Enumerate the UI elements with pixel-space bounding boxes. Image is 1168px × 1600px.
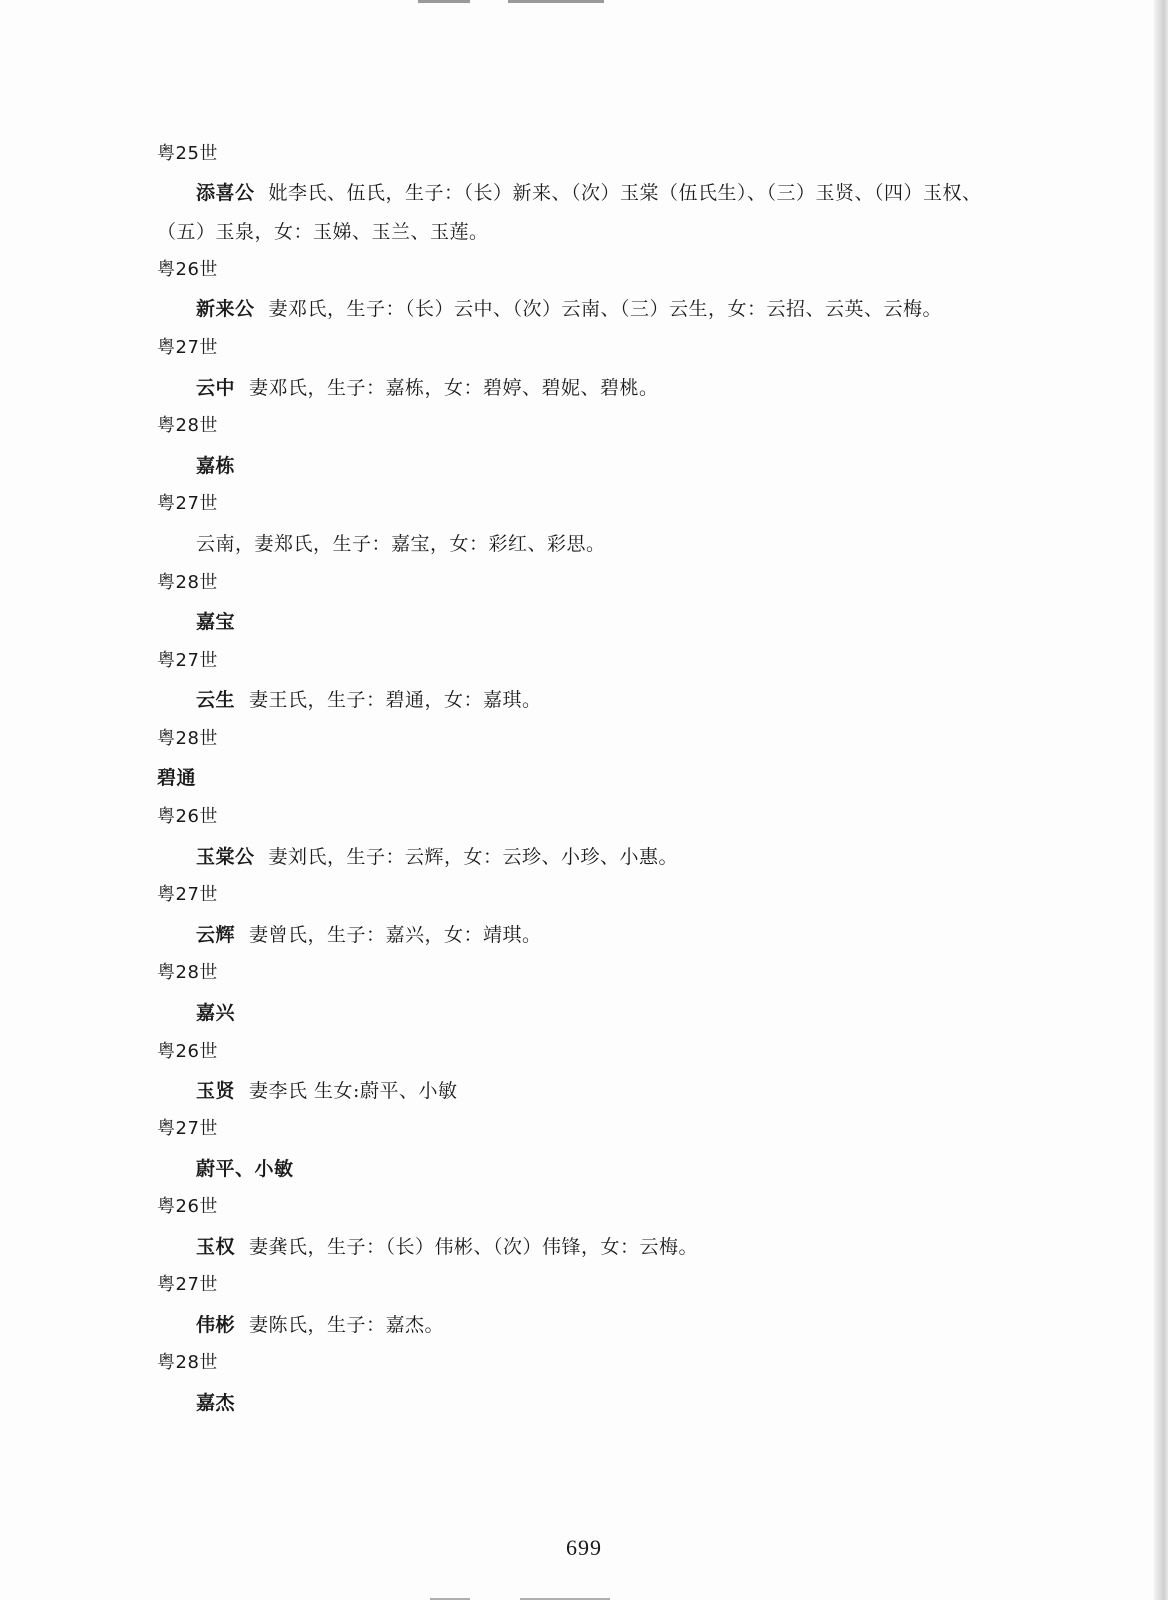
generation-label: 粤27世 <box>157 650 218 671</box>
person-name: 伟彬 <box>196 1314 236 1336</box>
genealogy-entry <box>196 297 942 321</box>
person-name: 蔚平、小敏 <box>196 1158 294 1180</box>
generation-label: 粤26世 <box>157 806 218 827</box>
generation-label: 粤28世 <box>157 962 218 983</box>
person-description: 妻邓氏，生子：嘉栋，女：碧婷、碧妮、碧桃。 <box>249 377 659 399</box>
genealogy-entry <box>196 454 235 478</box>
person-description: 妻曾氏，生子：嘉兴，女：靖琪。 <box>249 924 542 946</box>
genealogy-entry <box>196 845 678 869</box>
genealogy-entry <box>196 1079 457 1103</box>
person-name: 云南，妻郑氏，生子：嘉宝，女：彩红、彩思。 <box>196 533 606 555</box>
header-residue-mark <box>418 0 470 3</box>
person-name: 玉棠公 <box>196 846 255 868</box>
person-name: 碧通 <box>157 767 197 789</box>
genealogy-entry <box>196 923 542 947</box>
genealogy-entry <box>196 1391 235 1415</box>
generation-label: 粤28世 <box>157 728 218 749</box>
generation-label: 粤27世 <box>157 337 218 358</box>
genealogy-entry <box>196 532 606 556</box>
person-name: 嘉兴 <box>196 1002 236 1024</box>
person-description: 妻邓氏，生子：（长）云中、（次）云南、（三）云生，女：云招、云英、云梅。 <box>268 298 943 320</box>
genealogy-entry <box>157 766 196 790</box>
genealogy-entry <box>196 1313 444 1337</box>
genealogy-entry <box>196 1235 698 1259</box>
genealogy-entry <box>196 1157 294 1181</box>
person-description: 妻王氏，生子：碧通，女：嘉琪。 <box>249 689 542 711</box>
person-name: 嘉杰 <box>196 1392 236 1414</box>
genealogy-entry <box>196 610 235 634</box>
generation-label: 粤27世 <box>157 493 218 514</box>
generation-label: 粤27世 <box>157 1274 218 1295</box>
person-description: 妻陈氏，生子：嘉杰。 <box>249 1314 445 1336</box>
genealogy-entry <box>196 376 659 400</box>
generation-label: 粤28世 <box>157 572 218 593</box>
generation-label: 粤28世 <box>157 1352 218 1373</box>
person-description: 妻刘氏，生子：云辉，女：云珍、小珍、小惠。 <box>268 846 679 868</box>
person-name: 云生 <box>196 689 236 711</box>
person-name: 嘉栋 <box>196 455 236 477</box>
generation-label: 粤26世 <box>157 1196 218 1217</box>
person-name: 嘉宝 <box>196 611 236 633</box>
generation-label: 粤26世 <box>157 259 218 280</box>
generation-label: 粤27世 <box>157 884 218 905</box>
person-name: 云辉 <box>196 924 236 946</box>
header-residue-mark <box>508 0 604 3</box>
person-name: 新来公 <box>196 298 255 320</box>
genealogy-entry <box>196 688 542 712</box>
generation-label: 粤25世 <box>157 143 218 164</box>
page-number: 699 <box>566 1535 602 1560</box>
person-name: 玉贤 <box>196 1080 236 1102</box>
genealogy-entry <box>196 181 982 205</box>
person-description: 妣李氏、伍氏，生子：（长）新来、（次）玉棠（伍氏生）、（三）玉贤、（四）玉权、 <box>268 182 982 204</box>
entry-continuation: （五）玉泉，女：玉娣、玉兰、玉莲。 <box>157 221 489 243</box>
generation-label: 粤26世 <box>157 1041 218 1062</box>
scan-edge-shadow <box>1154 0 1168 1600</box>
person-name: 云中 <box>196 377 236 399</box>
person-description: 妻李氏 生女:蔚平、小敏 <box>249 1080 458 1102</box>
person-name: 添喜公 <box>196 182 255 204</box>
generation-label: 粤28世 <box>157 415 218 436</box>
genealogy-entry <box>196 1001 235 1025</box>
person-description: 妻龚氏，生子：（长）伟彬、（次）伟锋，女：云梅。 <box>249 1236 699 1258</box>
generation-label: 粤27世 <box>157 1118 218 1139</box>
person-name: 玉权 <box>196 1236 236 1258</box>
